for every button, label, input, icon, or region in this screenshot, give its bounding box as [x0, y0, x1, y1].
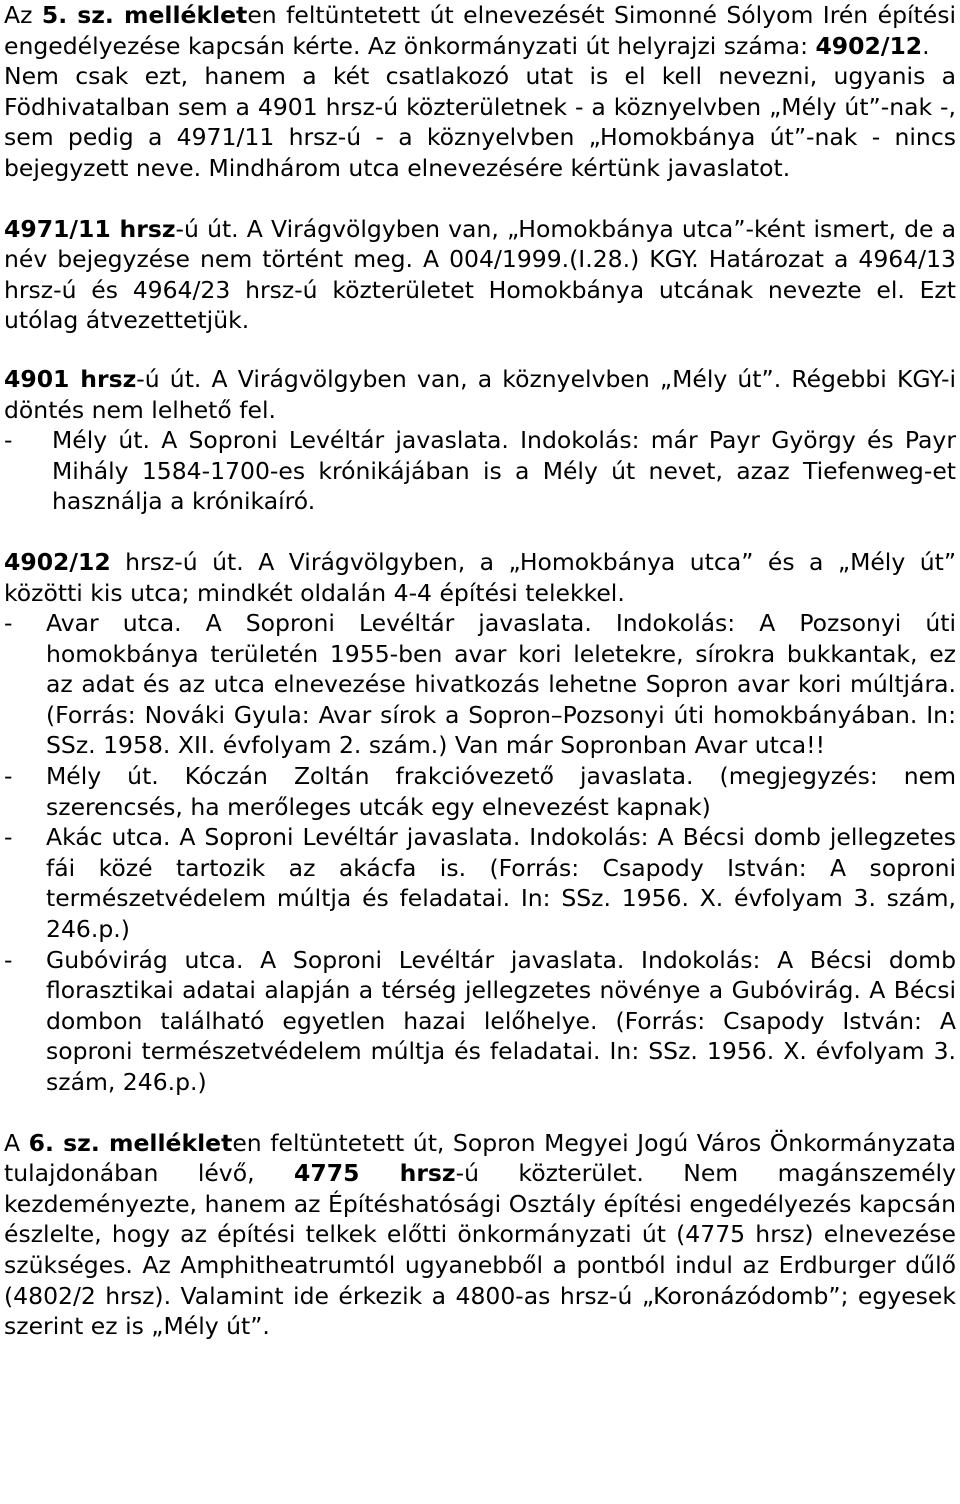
list-dash: - — [4, 609, 13, 638]
plot-number: 4902/12 — [815, 31, 923, 60]
list-dash: - — [4, 426, 13, 455]
list-item-text: Gubóvirág utca. A Soproni Levéltár javaslata. Indokolás: A Bécsi domb florasztikai adatai alapján a térség jellegzetes növénye a Gubóvirág. A Bécsi dombon található egyetlen hazai lelőhelye. (Forrás: Csapody István: A soproni természetvédelem múltja és feladatai. In: SSz. 1956. X. évfolyam 3. szám, 246.p.) — [46, 945, 956, 1096]
plot-number: 4902/12 — [4, 547, 111, 576]
text: -ú út. A Virágvölgyben van, „Homokbánya utca”-ként ismert, de a név bejegyzése nem történt meg. A 004/1999.(I.28.) KGY. Határozat a 4964/13 hrsz-ú és 4964/23 hrsz-ú közterületet Homokbánya utcának nevezte el. Ezt utólag átvezettetjük. — [4, 214, 957, 335]
paragraph-annex-6 — [4, 1128, 956, 1342]
list-item — [4, 761, 956, 822]
paragraph-4971-11 — [4, 214, 956, 336]
plot-number: 4971/11 hrsz — [4, 214, 176, 243]
list-dash: - — [4, 762, 13, 791]
text: A — [4, 1128, 29, 1157]
list-item — [4, 822, 956, 944]
text: Az — [4, 1, 42, 29]
list-item-text: Mély út. A Soproni Levéltár javaslata. Indokolás: már Payr György és Payr Mihály 1584-1700-es krónikájában is a Mély út nevet, azaz Tiefenweg-et használja a krónikaíró. — [52, 426, 956, 516]
text: en — [247, 1, 277, 29]
text: hrsz-ú út. A Virágvölgyben, a „Homokbánya utca” és a „Mély út” közötti kis utca; mindkét oldalán 4-4 építési telekkel. — [4, 547, 956, 607]
annex-ref: 5. sz. melléklet — [41, 1, 248, 29]
text: -ú út. A Virágvölgyben van, a köznyelvben „Mély út”. Régebbi KGY-i döntés nem lelhető fel. — [4, 364, 956, 424]
list-item-text: Mély út. Kóczán Zoltán frakcióvezető javaslata. (megjegyzés: nem szerencsés, ha merőleges utcák egy elnevezést kapnak) — [46, 762, 956, 821]
list-dash: - — [4, 945, 13, 974]
paragraph-4902-12 — [4, 547, 956, 608]
annex-ref: 6. sz. melléklet — [28, 1128, 233, 1157]
text: . — [922, 31, 930, 60]
text: feltüntetett út, Sopron Megyei Jogú Város Önkormányzata tulajdonában lévő, — [4, 1128, 956, 1188]
list-item-text: Akác utca. A Soproni Levéltár javaslata. Indokolás: A Bécsi domb jellegzetes fái közé tartozik az akácfa is. (Forrás: Csapody István: A soproni természetvédelem múltja és feladatai. In: SSz. 1956. X. évfolyam 3. szám, 246.p.) — [46, 823, 956, 944]
plot-number: 4901 hrsz — [4, 364, 137, 393]
paragraph-annex-5 — [4, 0, 956, 61]
text: -ú közterület. Nem magánszemély kezdeményezte, hanem az Építéshatósági Osztály építési engedélyezés kapcsán észlelte, hogy az építési telkek előtti önkormányzati út (4775 hrsz) elnevezése szükséges. Az Amphitheatrumtól ugyanebből a pontból indul az Erdburger dűlő (4802/2 hrsz). Valamint ide érkezik a 4800-as hrsz-ú „Koronázódomb”; egyesek szerint ez is „Mély út”. — [4, 1159, 956, 1341]
text: en — [232, 1128, 262, 1157]
paragraph-4901 — [4, 364, 956, 425]
plot-number: 4775 hrsz — [294, 1159, 456, 1188]
list-item — [4, 425, 956, 517]
paragraph-naming-request: Nem csak ezt, hanem a két csatlakozó utat is el kell nevezni, ugyanis a Födhivatalban sem a 4901 hrsz-ú közterületnek - a köznyelvben „Mély út”-nak -, sem pedig a 4971/11 hrsz-ú - a köznyelvben „Homokbánya út”-nak - nincs bejegyzett neve. Mindhárom utca elnevezésére kértünk javaslatot. — [4, 62, 956, 182]
list-item — [4, 608, 956, 761]
text: feltüntetett út elnevezését Simonné Sólyom Irén építési engedélyezése kapcsán kérte. Az önkormányzati út helyrajzi száma: — [4, 1, 956, 60]
list-item — [4, 945, 956, 1098]
list-dash: - — [4, 823, 13, 852]
list-item-text: Avar utca. A Soproni Levéltár javaslata. Indokolás: A Pozsonyi úti homokbánya területén 1955-ben avar kori leletekre, sírokra bukkantak, ez az adat és az utca elnevezése hivatkozás lehetne Sopron avar kori múltjára. (Forrás: Nováki Gyula: Avar sírok a Sopron–Pozsonyi úti homokbányában. In: SSz. 1958. XII. évfolyam 2. szám.) Van már Sopronban Avar utca!! — [46, 609, 956, 760]
